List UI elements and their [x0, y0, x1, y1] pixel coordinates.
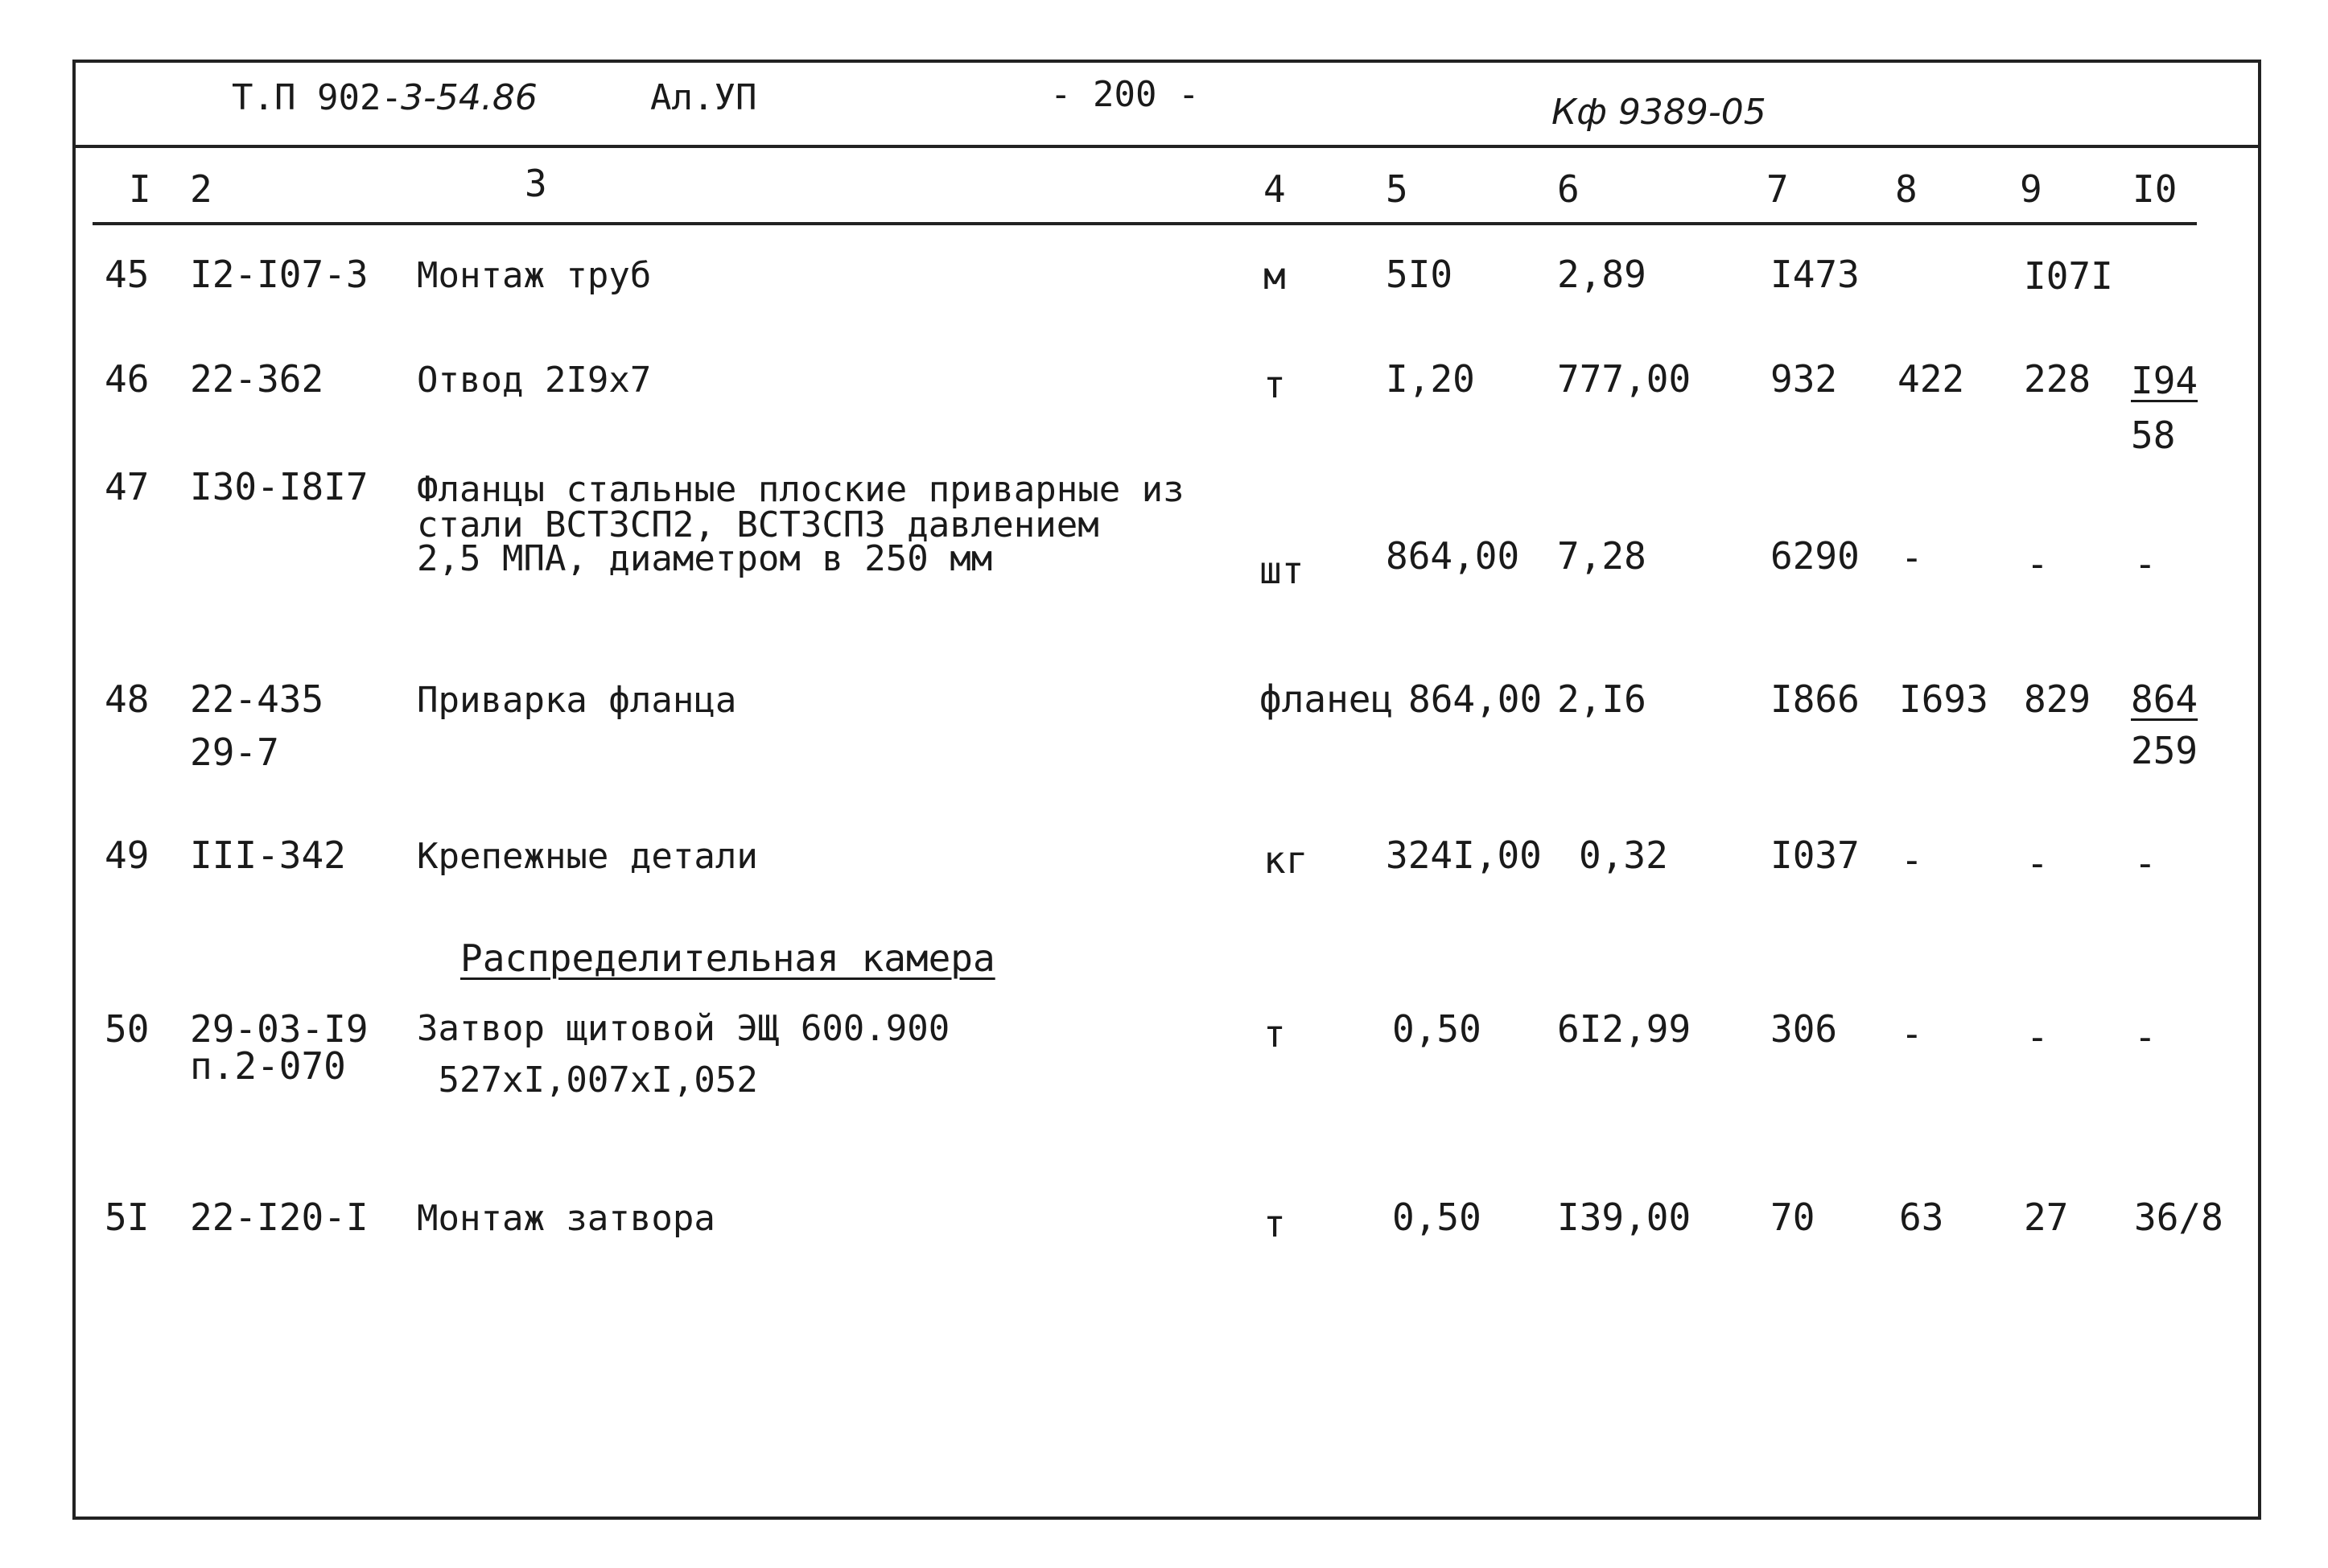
col-9-value: I07I [2024, 254, 2113, 298]
work-description: Затвор щитовой ЭЩ 600.900 [417, 1008, 950, 1049]
rate-code-secondary: 29-7 [190, 730, 279, 774]
unit-price: 777,00 [1557, 357, 1691, 401]
doc-number-printed: Т.П 902- [232, 77, 402, 118]
work-description: 2,5 МПА, диаметром в 250 мм [417, 538, 993, 579]
col-header-5: 5 [1386, 167, 1408, 211]
col-8-value: - [1901, 1012, 1923, 1056]
work-description: Крепежные детали [417, 836, 758, 877]
col-header-2: 2 [190, 167, 212, 211]
row-number: 5I [105, 1196, 150, 1239]
unit-price: 7,28 [1557, 534, 1646, 578]
col-header-3: 3 [525, 162, 547, 205]
unit: м [1263, 254, 1286, 298]
total-cost: 70 [1770, 1196, 1815, 1239]
quantity: 864,00 [1386, 534, 1520, 578]
total-cost: 6290 [1770, 534, 1860, 578]
col-10-value: I94 [2131, 359, 2198, 402]
unit-price: 6I2,99 [1557, 1007, 1691, 1051]
total-cost: 306 [1770, 1007, 1838, 1051]
rate-code: 29-03-I9 [190, 1007, 369, 1051]
row-number: 46 [105, 357, 150, 401]
quantity: 5I0 [1386, 253, 1453, 296]
album-label: Ал.УП [650, 77, 757, 118]
col-9-value: - [2026, 1015, 2049, 1059]
col-header-1: I [129, 167, 151, 211]
col-9-value: 829 [2024, 677, 2091, 721]
page-number: - 200 - [1050, 74, 1200, 115]
quantity: 0,50 [1392, 1007, 1481, 1051]
work-description: Монтаж труб [417, 255, 652, 296]
rate-code: 22-362 [190, 357, 324, 401]
rate-code-secondary: п.2-070 [190, 1044, 346, 1088]
work-description: 527xI,007xI,052 [417, 1060, 758, 1101]
quantity: 324I,00 [1386, 833, 1542, 877]
unit-price: 2,89 [1557, 253, 1646, 296]
work-description: стали ВСТ3СП2, ВСТ3СП3 давлением [417, 504, 1099, 545]
unit: т [1263, 1202, 1286, 1245]
work-description: Отвод 2I9x7 [417, 360, 652, 401]
col-10-subvalue: 58 [2131, 414, 2176, 457]
unit-price: 0,32 [1579, 833, 1668, 877]
quantity: 0,50 [1392, 1196, 1481, 1239]
work-description: Монтаж затвора [417, 1198, 715, 1239]
quantity: I,20 [1386, 357, 1475, 401]
row-number: 49 [105, 833, 150, 877]
total-cost: I866 [1770, 677, 1860, 721]
col-8-value: 63 [1899, 1196, 1944, 1239]
unit: фланец [1259, 677, 1394, 721]
rate-code: III-342 [190, 833, 346, 877]
col-8-value: - [1901, 536, 1923, 579]
quantity: 864,00 [1408, 677, 1543, 721]
col-8-value: - [1901, 838, 1923, 882]
col-header-7: 7 [1766, 167, 1789, 211]
col-10-value: - [2134, 1015, 2157, 1059]
row-number: 45 [105, 253, 150, 296]
col-9-value: - [2026, 842, 2049, 885]
col-9-value: 27 [2024, 1196, 2069, 1239]
col-8-value: I693 [1899, 677, 1988, 721]
col-header-10: I0 [2132, 167, 2178, 211]
row-number: 50 [105, 1007, 150, 1051]
page-frame [72, 60, 2261, 1520]
section-title: Распределительная камера [460, 936, 995, 980]
col-header-6: 6 [1557, 167, 1580, 211]
total-cost: I473 [1770, 253, 1860, 296]
col-10-value: 864 [2131, 677, 2198, 721]
doc-number-handwritten: 3-54.86 [401, 77, 538, 118]
unit: шт [1259, 549, 1304, 592]
total-cost: 932 [1770, 357, 1838, 401]
rate-code: 22-I20-I [190, 1196, 369, 1239]
unit-price: I39,00 [1557, 1196, 1691, 1239]
col-header-4: 4 [1263, 167, 1286, 211]
header-divider [72, 145, 2261, 148]
col-8-value: 422 [1897, 357, 1965, 401]
col-10-subvalue: 259 [2131, 729, 2198, 772]
rate-code: I30-I8I7 [190, 465, 369, 508]
unit: т [1263, 1012, 1286, 1056]
column-header-divider [93, 222, 2197, 225]
col-9-value: - [2026, 542, 2049, 586]
col-header-9: 9 [2020, 167, 2042, 211]
unit: кг [1263, 838, 1308, 882]
col-10-value: - [2134, 842, 2157, 885]
unit-price: 2,I6 [1557, 677, 1646, 721]
total-cost: I037 [1770, 833, 1860, 877]
col-10-value: - [2134, 542, 2157, 586]
rate-code: I2-I07-3 [190, 253, 369, 296]
row-number: 47 [105, 465, 150, 508]
work-description: Фланцы стальные плоские приварные из [417, 469, 1185, 510]
work-description: Приварка фланца [417, 680, 737, 721]
rate-code: 22-435 [190, 677, 324, 721]
col-9-value: 228 [2024, 357, 2091, 401]
col-header-8: 8 [1895, 167, 1918, 211]
row-number: 48 [105, 677, 150, 721]
project-code: Кф 9389-05 [1551, 92, 1766, 133]
col-10-value: 36/8 [2134, 1196, 2223, 1239]
unit: т [1263, 363, 1286, 406]
